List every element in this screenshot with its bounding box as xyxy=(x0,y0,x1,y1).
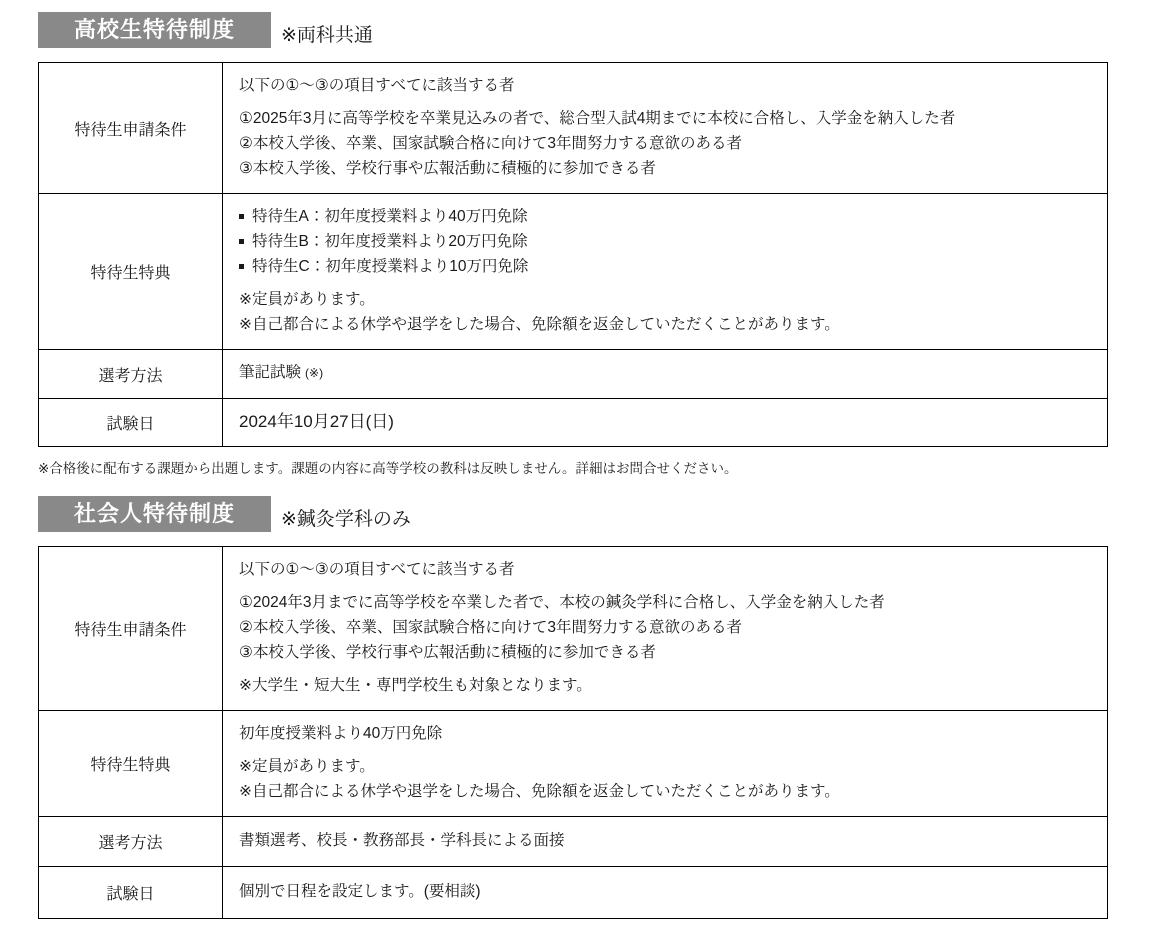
row-label-method: 選考方法 xyxy=(39,350,223,398)
condition-item-2: ②本校入学後、卒業、国家試験合格に向けて3年間努力する意欲のある者 xyxy=(239,135,743,152)
benefits-notes xyxy=(239,287,1089,337)
benefits-note-1: ※定員があります。 xyxy=(239,291,375,308)
method-value: 筆記試験 xyxy=(239,364,302,381)
benefits-note-2: ※自己都合による休学や退学をした場合、免除額を返金していただくことがあります。 xyxy=(239,782,840,800)
adult-badge-note: ※鍼灸学科のみ xyxy=(281,508,411,530)
benefits-note-2: ※自己都合による休学や退学をした場合、免除額を返金していただくことがあります。 xyxy=(239,316,840,333)
conditions-intro: 以下の①〜③の項目すべてに該当する者 xyxy=(239,560,515,578)
square-bullet-icon xyxy=(239,214,244,219)
row-content-conditions xyxy=(223,63,1107,193)
benefit-item-c xyxy=(239,254,1089,279)
row-label-benefits: 特待生特典 xyxy=(39,194,223,349)
table-row-method xyxy=(39,349,1107,398)
section-highschool xyxy=(38,12,1108,479)
adult-table xyxy=(38,546,1108,919)
benefits-notes xyxy=(239,754,1089,804)
adult-heading-row xyxy=(38,496,1108,532)
conditions-items xyxy=(239,590,1089,665)
row-content-method xyxy=(223,817,1107,866)
highschool-badge-note: ※両科共通 xyxy=(281,25,373,46)
table-row-method xyxy=(39,816,1107,866)
table-row-benefits xyxy=(39,193,1107,349)
condition-item-3: ③本校入学後、学校行事や広報活動に積極的に参加できる者 xyxy=(239,643,656,661)
row-label-conditions: 特待生申請条件 xyxy=(39,547,223,710)
row-content-benefits xyxy=(223,711,1107,816)
method-suffix: (※) xyxy=(305,366,324,380)
benefit-item-b-text: 特待生B：初年度授業料より20万円免除 xyxy=(252,233,528,250)
condition-item-1: ①2024年3月までに高等学校を卒業した者で、本校の鍼灸学科に合格し、入学金を納入した者 xyxy=(239,593,885,611)
row-content-exam-date xyxy=(223,399,1107,446)
benefit-item-c-text: 特待生C：初年度授業料より10万円免除 xyxy=(252,258,529,275)
condition-item-2: ②本校入学後、卒業、国家試験合格に向けて3年間努力する意欲のある者 xyxy=(239,618,743,636)
highschool-table xyxy=(38,62,1108,447)
benefits-value: 初年度授業料より40万円免除 xyxy=(239,724,443,742)
row-label-exam-date: 試験日 xyxy=(39,399,223,446)
table-row-exam-date xyxy=(39,866,1107,918)
row-content-benefits xyxy=(223,194,1107,349)
method-value-line xyxy=(239,360,1089,386)
table-row-conditions xyxy=(39,63,1107,193)
row-content-conditions xyxy=(223,547,1107,710)
benefit-item-a-text: 特待生A：初年度授業料より40万円免除 xyxy=(252,208,528,225)
row-label-method: 選考方法 xyxy=(39,817,223,866)
row-label-conditions: 特待生申請条件 xyxy=(39,63,223,193)
row-label-exam-date: 試験日 xyxy=(39,867,223,918)
benefit-item-b xyxy=(239,229,1089,254)
benefits-bullet-list xyxy=(239,204,1089,279)
table-row-exam-date xyxy=(39,398,1107,446)
table-row-benefits xyxy=(39,710,1107,816)
row-label-benefits: 特待生特典 xyxy=(39,711,223,816)
benefits-note-1: ※定員があります。 xyxy=(239,757,375,775)
exam-date-value: 2024年10月27日(日) xyxy=(239,412,394,431)
section-adult xyxy=(38,496,1108,919)
benefit-item-a xyxy=(239,204,1089,229)
condition-item-3: ③本校入学後、学校行事や広報活動に積極的に参加できる者 xyxy=(239,160,656,177)
table-row-conditions xyxy=(39,547,1107,710)
method-value: 書類選考、校長・教務部長・学科長による面接 xyxy=(239,831,565,849)
exam-date-value: 個別で日程を設定します。(要相談) xyxy=(239,882,481,900)
conditions-note: ※大学生・短大生・専門学校生も対象となります。 xyxy=(239,676,592,694)
conditions-items xyxy=(239,106,1089,181)
row-content-method xyxy=(223,350,1107,398)
highschool-badge: 高校生特待制度 xyxy=(38,12,271,48)
square-bullet-icon xyxy=(239,264,244,269)
adult-badge: 社会人特待制度 xyxy=(38,496,271,532)
conditions-intro: 以下の①〜③の項目すべてに該当する者 xyxy=(239,77,515,94)
condition-item-1: ①2025年3月に高等学校を卒業見込みの者で、総合型入試4期までに本校に合格し、入学金を納入した者 xyxy=(239,110,956,127)
highschool-heading-row xyxy=(38,12,1108,48)
highschool-footnote: ※合格後に配布する課題から出題します。課題の内容に高等学校の教科は反映しません。詳細はお問合せください。 xyxy=(38,461,738,476)
square-bullet-icon xyxy=(239,239,244,244)
